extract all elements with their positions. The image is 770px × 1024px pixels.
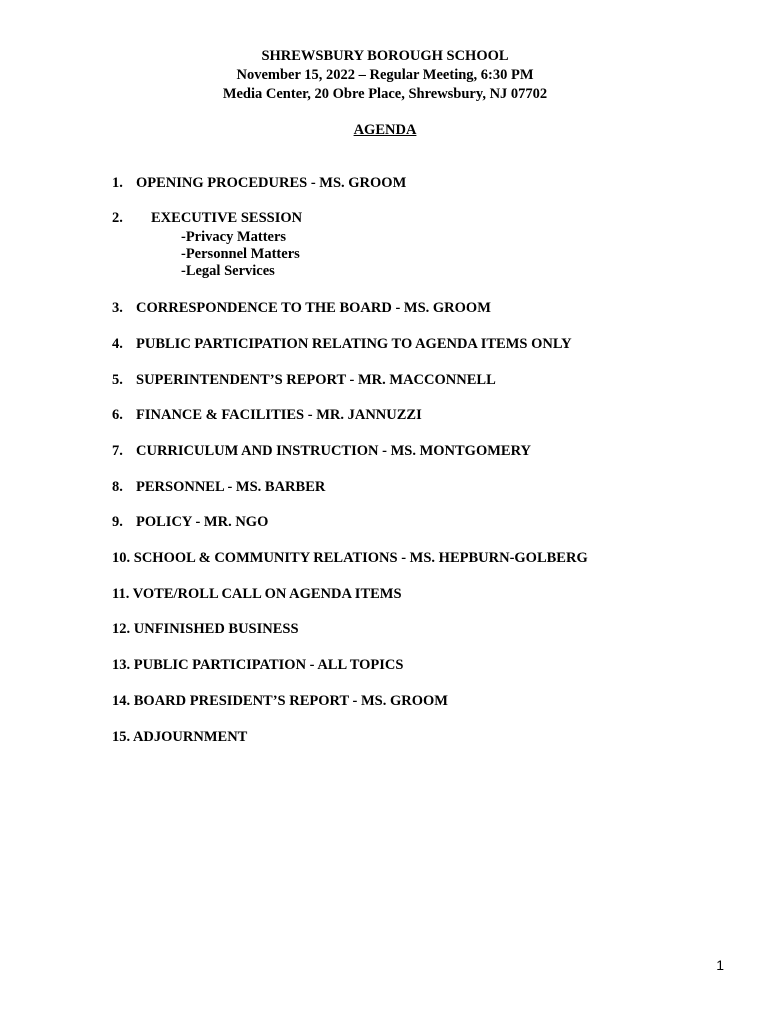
agenda-item [112, 728, 247, 747]
agenda-item [112, 442, 531, 461]
agenda-item-number: 6. [112, 407, 123, 423]
agenda-item-text: ADJOURNMENT [132, 729, 248, 745]
agenda-item-number: 11. [112, 586, 130, 602]
agenda-item [112, 549, 588, 568]
agenda-item-number: 8. [112, 479, 123, 495]
agenda-item-text: CURRICULUM AND INSTRUCTION - MS. MONTGOMERY [136, 443, 532, 459]
agenda-item-text: BOARD PRESIDENT’S REPORT - MS. GROOM [133, 693, 448, 709]
agenda-item-number: 2. [112, 210, 123, 226]
agenda-item [112, 585, 402, 604]
document-header [0, 47, 770, 104]
agenda-item-text: UNFINISHED BUSINESS [133, 621, 299, 637]
meeting-location: Media Center, 20 Obre Place, Shrewsbury, NJ 07702 [222, 86, 548, 102]
agenda-item-number: 7. [112, 443, 123, 459]
agenda-item-number: 3. [112, 300, 123, 316]
agenda-item-text: POLICY - MR. NGO [136, 514, 269, 530]
agenda-item-text: EXECUTIVE SESSION [151, 210, 303, 226]
agenda-item-number: 4. [112, 336, 123, 352]
agenda-item [112, 478, 325, 497]
agenda-item [112, 209, 302, 228]
agenda-item-number: 13. [112, 657, 131, 673]
agenda-item [112, 620, 299, 639]
agenda-title: AGENDA [353, 122, 417, 138]
page-number: 1 [716, 957, 724, 973]
agenda-item [112, 692, 448, 711]
agenda-item-text: SUPERINTENDENT’S REPORT - MR. MACCONNELL [136, 372, 496, 388]
agenda-subitem: -Personnel Matters [181, 246, 300, 262]
agenda-item [112, 299, 491, 318]
agenda-item-number: 10. [112, 550, 131, 566]
agenda-subitem: -Legal Services [181, 263, 275, 279]
agenda-item-text: FINANCE & FACILITIES - MR. JANNUZZI [136, 407, 422, 423]
agenda-subitem: -Privacy Matters [181, 229, 287, 245]
agenda-item-number: 15. [112, 729, 131, 745]
agenda-item-text: PUBLIC PARTICIPATION - ALL TOPICS [133, 657, 404, 673]
agenda-item [112, 335, 572, 354]
meeting-info: November 15, 2022 – Regular Meeting, 6:30 PM [236, 67, 534, 83]
agenda-heading [0, 121, 770, 140]
agenda-item [112, 513, 268, 532]
agenda-item-text: OPENING PROCEDURES - MS. GROOM [136, 175, 407, 191]
agenda-item-text: VOTE/ROLL CALL ON AGENDA ITEMS [132, 586, 402, 602]
agenda-item [112, 371, 496, 390]
agenda-item-text: PERSONNEL - MS. BARBER [136, 479, 326, 495]
agenda-item-number: 5. [112, 372, 123, 388]
agenda-item [112, 656, 403, 675]
agenda-item-number: 1. [112, 175, 123, 191]
agenda-item-text: CORRESPONDENCE TO THE BOARD - MS. GROOM [136, 300, 491, 316]
agenda-item-number: 9. [112, 514, 123, 530]
agenda-item [112, 174, 406, 193]
agenda-item-text: SCHOOL & COMMUNITY RELATIONS - MS. HEPBURN-GOLBERG [133, 550, 588, 566]
school-name: SHREWSBURY BOROUGH SCHOOL [261, 48, 509, 64]
agenda-item-text: PUBLIC PARTICIPATION RELATING TO AGENDA ITEMS ONLY [136, 336, 572, 352]
agenda-item [112, 406, 422, 425]
agenda-item-number: 14. [112, 693, 131, 709]
agenda-item-number: 12. [112, 621, 131, 637]
